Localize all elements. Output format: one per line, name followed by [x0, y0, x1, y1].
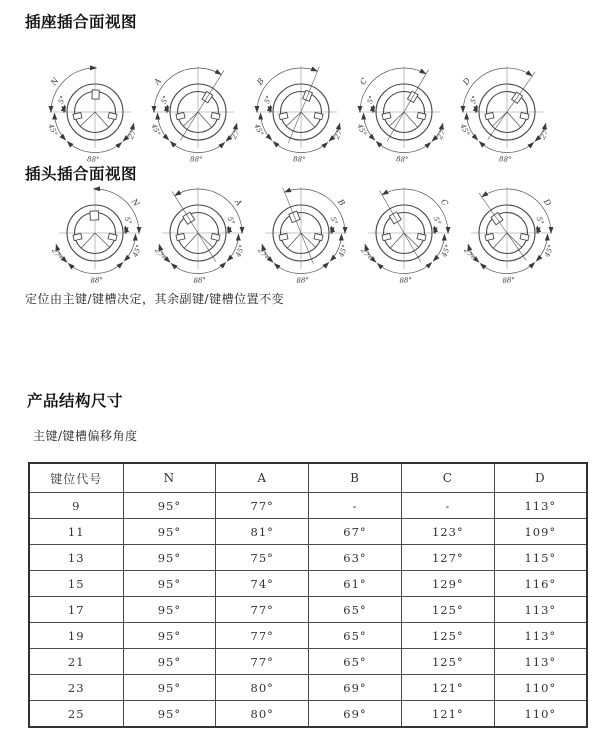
angle-cell: 116° — [494, 571, 587, 597]
row-key-cell: 11 — [29, 519, 123, 545]
offset-angle-label: 5° — [57, 94, 68, 105]
row-key-cell: 9 — [29, 493, 123, 519]
left-angle-label: 45° — [458, 122, 471, 138]
keyway — [314, 233, 323, 240]
left-angle-label: 45° — [149, 122, 162, 138]
left-angle-label: 45° — [46, 122, 59, 138]
right-angle-label: 27° — [229, 125, 244, 141]
row-key-cell: 25 — [29, 701, 123, 728]
keyway — [382, 233, 391, 240]
angle-cell: 127° — [401, 545, 494, 571]
row-key-cell: 15 — [29, 571, 123, 597]
row-key-cell: 19 — [29, 623, 123, 649]
socket-diagram-C — [355, 66, 449, 164]
angle-cell: 95° — [123, 493, 216, 519]
angle-cell: 65° — [309, 623, 402, 649]
socket-mating-face-diagrams — [0, 38, 615, 175]
plug-diagram-A — [153, 187, 247, 285]
left-angle-label: 45° — [543, 243, 556, 259]
span-angle-label: 88° — [399, 276, 413, 285]
socket-diagram-N — [46, 66, 140, 164]
keyway — [520, 112, 529, 119]
plug-diagram-N — [50, 187, 144, 285]
angle-cell: 77° — [216, 623, 309, 649]
keyway — [485, 112, 494, 119]
header-cell: A — [216, 463, 309, 493]
table-row — [29, 493, 587, 519]
span-angle-label: 88° — [502, 276, 516, 285]
table-body — [29, 493, 587, 728]
plug-section-title: 插头插合面视图 — [25, 166, 138, 183]
position-letter-label: N — [49, 76, 61, 88]
angle-cell: 77° — [216, 597, 309, 623]
right-angle-label: 27° — [435, 125, 450, 141]
angle-cell: 95° — [123, 675, 216, 701]
right-angle-label: 27° — [358, 246, 373, 262]
right-angle-label: 27° — [126, 125, 141, 141]
angle-cell: 115° — [494, 545, 587, 571]
angle-cell: 77° — [216, 649, 309, 675]
plug-diagram-C — [359, 187, 453, 285]
table-row — [29, 623, 587, 649]
angle-cell: 67° — [309, 519, 402, 545]
keyway — [520, 233, 529, 240]
plug-diagram-D — [462, 187, 556, 285]
offset-angle-label: 5° — [225, 215, 236, 226]
keyway — [73, 112, 82, 119]
offset-angle-label: 5° — [160, 94, 171, 105]
left-angle-label: 45° — [337, 243, 350, 259]
table-row — [29, 649, 587, 675]
header-cell: D — [494, 463, 587, 493]
angle-cell: 121° — [401, 701, 494, 728]
header-cell: N — [123, 463, 216, 493]
keyway — [279, 233, 288, 240]
table-row — [29, 701, 587, 728]
position-letter-label: A — [232, 197, 244, 208]
row-key-cell: 21 — [29, 649, 123, 675]
angle-cell: 69° — [309, 701, 402, 728]
keyway — [108, 112, 117, 119]
right-angle-label: 27° — [538, 125, 553, 141]
position-letter-label: B — [255, 76, 267, 87]
offset-angle-label: 5° — [534, 215, 545, 226]
plug-mating-face-diagrams — [0, 178, 615, 300]
position-letter-label: C — [358, 76, 370, 87]
left-angle-label: 45° — [355, 122, 368, 138]
product-dimensions-title: 产品结构尺寸 — [27, 393, 124, 410]
header-cell: 键位代号 — [29, 463, 123, 493]
keyway — [176, 233, 185, 240]
span-angle-label: 88° — [90, 276, 104, 285]
row-key-cell: 23 — [29, 675, 123, 701]
keyway — [108, 233, 117, 240]
left-angle-label: 45° — [131, 243, 144, 259]
angle-cell: 125° — [401, 649, 494, 675]
angle-cell: 110° — [494, 675, 587, 701]
angle-cell: 77° — [216, 493, 309, 519]
table-row — [29, 519, 587, 545]
span-angle-label: 88° — [296, 276, 310, 285]
key-offset-angle-table — [28, 462, 588, 728]
angle-cell: 95° — [123, 623, 216, 649]
keyway — [211, 112, 220, 119]
angle-cell: - — [401, 493, 494, 519]
angle-cell: 113° — [494, 623, 587, 649]
header-cell: C — [401, 463, 494, 493]
table-row — [29, 675, 587, 701]
position-letter-label: B — [335, 197, 347, 208]
angle-cell: 121° — [401, 675, 494, 701]
angle-cell: 113° — [494, 649, 587, 675]
angle-cell: 63° — [309, 545, 402, 571]
left-angle-label: 45° — [252, 122, 265, 138]
angle-cell: 80° — [216, 675, 309, 701]
row-key-cell: 17 — [29, 597, 123, 623]
angle-cell: 129° — [401, 571, 494, 597]
table-header — [29, 463, 587, 493]
angle-cell: 61° — [309, 571, 402, 597]
span-angle-label: 88° — [292, 155, 306, 164]
angle-cell: 95° — [123, 545, 216, 571]
angle-cell: 81° — [216, 519, 309, 545]
keyway — [90, 211, 99, 220]
span-angle-label: 88° — [395, 155, 409, 164]
span-angle-label: 88° — [498, 155, 512, 164]
position-letter-label: A — [152, 76, 164, 87]
span-angle-label: 88° — [189, 155, 203, 164]
offset-angle-caption: 主键/键槽偏移角度 — [33, 429, 138, 443]
angle-cell: 95° — [123, 701, 216, 728]
angle-cell: - — [309, 493, 402, 519]
span-angle-label: 88° — [193, 276, 207, 285]
keyway — [211, 233, 220, 240]
left-angle-label: 45° — [440, 243, 453, 259]
angle-cell: 69° — [309, 675, 402, 701]
socket-diagram-B — [252, 66, 346, 164]
header-cell: B — [309, 463, 402, 493]
keyway — [92, 90, 99, 99]
angle-cell: 113° — [494, 493, 587, 519]
left-angle-label: 45° — [234, 243, 247, 259]
socket-section-title: 插座插合面视图 — [25, 14, 138, 31]
offset-angle-label: 5° — [366, 94, 377, 105]
keyway — [73, 233, 82, 240]
angle-cell: 109° — [494, 519, 587, 545]
right-angle-label: 27° — [255, 246, 270, 262]
keyway — [314, 112, 323, 119]
angle-cell: 95° — [123, 649, 216, 675]
offset-angle-label: 5° — [431, 215, 442, 226]
keyway — [382, 112, 391, 119]
right-angle-label: 27° — [332, 125, 347, 141]
table-row — [29, 597, 587, 623]
angle-cell: 65° — [309, 649, 402, 675]
span-angle-label: 88° — [86, 155, 100, 164]
angle-cell: 123° — [401, 519, 494, 545]
offset-angle-label: 5° — [122, 215, 133, 226]
table-row — [29, 571, 587, 597]
angle-cell: 74° — [216, 571, 309, 597]
angle-cell: 75° — [216, 545, 309, 571]
table-row — [29, 545, 587, 571]
plug-diagram-B — [256, 187, 350, 285]
socket-diagram-A — [149, 66, 243, 164]
socket-diagram-D — [458, 66, 552, 164]
angle-cell: 95° — [123, 519, 216, 545]
keyway — [417, 233, 426, 240]
offset-angle-label: 5° — [263, 94, 274, 105]
offset-angle-label: 5° — [328, 215, 339, 226]
keyway — [176, 112, 185, 119]
keyway — [485, 233, 494, 240]
right-angle-label: 27° — [461, 246, 476, 262]
position-letter-label: D — [541, 197, 553, 208]
right-angle-label: 27° — [152, 246, 167, 262]
angle-cell: 110° — [494, 701, 587, 728]
angle-cell: 113° — [494, 597, 587, 623]
angle-cell: 95° — [123, 571, 216, 597]
angle-cell: 65° — [309, 597, 402, 623]
row-key-cell: 13 — [29, 545, 123, 571]
positioning-note: 定位由主键/键槽决定，其余副键/键槽位置不变 — [25, 292, 285, 306]
angle-cell: 80° — [216, 701, 309, 728]
position-letter-label: N — [129, 197, 141, 209]
keyway — [279, 112, 288, 119]
right-angle-label: 27° — [49, 246, 64, 262]
position-letter-label: C — [438, 197, 450, 208]
angle-cell: 125° — [401, 597, 494, 623]
angle-cell: 95° — [123, 597, 216, 623]
keyway — [417, 112, 426, 119]
position-letter-label: D — [461, 76, 473, 87]
angle-cell: 125° — [401, 623, 494, 649]
table-header-row — [29, 463, 587, 493]
offset-angle-label: 5° — [469, 94, 480, 105]
